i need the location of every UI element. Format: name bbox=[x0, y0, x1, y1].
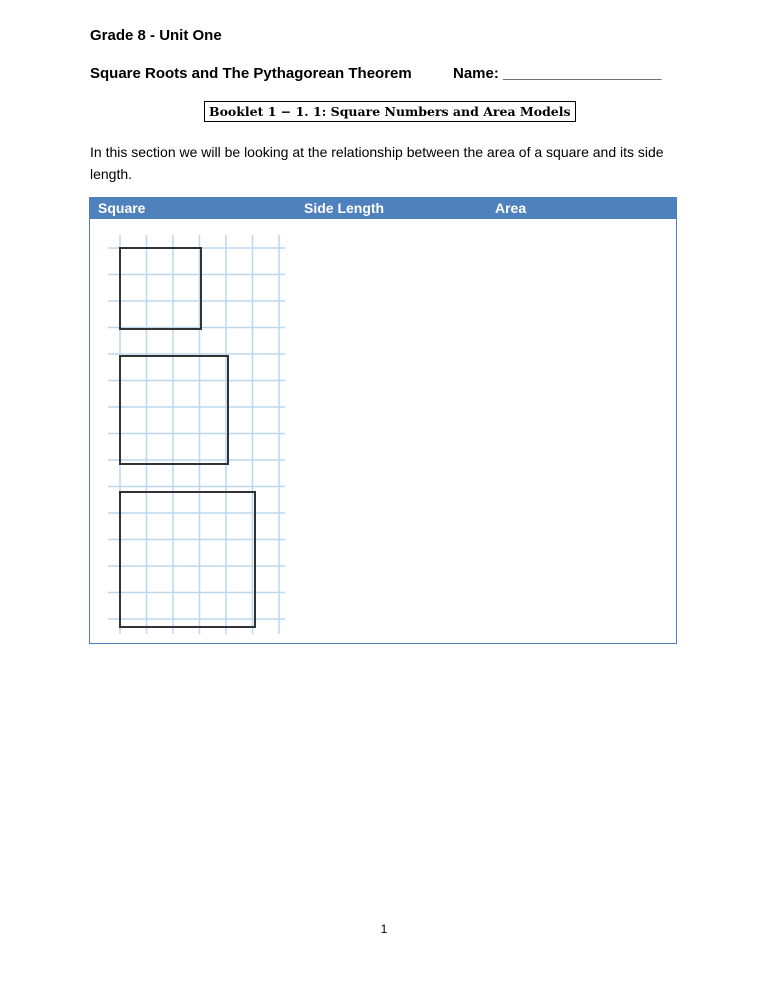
header-side-length: Side Length bbox=[304, 200, 385, 216]
square-outlines bbox=[120, 248, 255, 627]
header-square: Square bbox=[98, 200, 146, 216]
square-2 bbox=[120, 356, 228, 464]
page-number: 1 bbox=[380, 922, 388, 936]
square-1 bbox=[120, 248, 201, 329]
header-area: Area bbox=[495, 200, 527, 216]
grid-drawing bbox=[90, 198, 676, 643]
square-table bbox=[89, 197, 677, 644]
intro-paragraph: In this section we will be looking at the relationship between the area of a square and its side length. bbox=[90, 144, 664, 182]
booklet-title-box: Booklet 1 − 1. 1: Square Numbers and Area Models bbox=[204, 101, 576, 122]
section-title: Square Roots and The Pythagorean Theorem bbox=[90, 65, 412, 82]
name-field-label: Name: ___________________ bbox=[453, 65, 662, 82]
grid-lines bbox=[108, 235, 285, 634]
grade-unit-heading: Grade 8 - Unit One bbox=[90, 27, 222, 44]
